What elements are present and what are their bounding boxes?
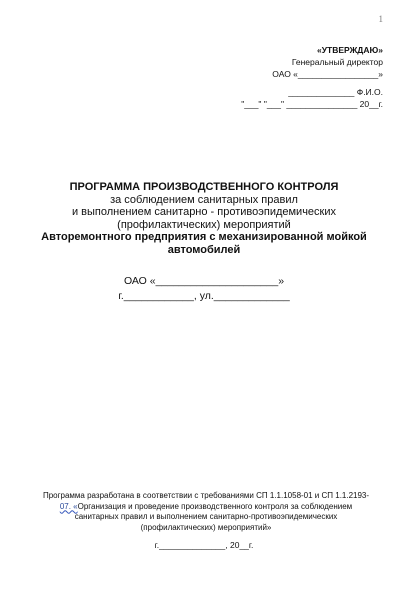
approval-signature: ______________ Ф.И.О. bbox=[288, 87, 383, 97]
footnote-line-1: Программа разработана в соответствии с требованиями СП 1.1.1058-01 и СП 1.1.2193- bbox=[42, 491, 370, 500]
title-organization-1: Авторемонтного предприятия с механизированной мойкой bbox=[41, 231, 367, 243]
approval-org: ОАО «_________________» bbox=[272, 69, 383, 79]
organization-block bbox=[24, 274, 384, 304]
document-title: ПРОГРАММА ПРОИЗВОДСТВЕННОГО КОНТРОЛЯ bbox=[69, 181, 339, 193]
footnote-line-3: санитарных правил и выполнением санитарно-противоэпидемических bbox=[74, 512, 338, 521]
organization-name: ОАО «_____________________» bbox=[123, 275, 285, 287]
approval-block bbox=[213, 44, 383, 110]
footnote-highlight: 07. « bbox=[59, 501, 78, 511]
title-subline-2: и выполнением санитарно - противоэпидемических bbox=[71, 206, 337, 218]
requirements-footnote bbox=[30, 491, 382, 533]
title-organization-2: автомобилей bbox=[167, 243, 241, 256]
approval-stamp: «УТВЕРЖДАЮ» bbox=[317, 45, 383, 55]
footnote-line-4: (профилактических) мероприятий» bbox=[140, 522, 272, 532]
approval-position: Генеральный директор bbox=[291, 57, 383, 67]
footnote-line-2 bbox=[30, 502, 382, 513]
bottom-date: г.______________, 20__г. bbox=[154, 540, 254, 550]
title-subline-1: за соблюдением санитарных правил bbox=[110, 193, 298, 206]
footnote-line-2-text: Организация и проведение производственного контроля за соблюдением bbox=[77, 501, 353, 511]
title-block bbox=[24, 181, 384, 256]
approval-date: "___" "___" _______________ 20__г. bbox=[241, 99, 383, 109]
page-number: 1 bbox=[378, 14, 383, 24]
organization-address: г.____________, ул._____________ bbox=[118, 290, 290, 302]
title-subline-3: (профилактических) мероприятий bbox=[117, 218, 291, 231]
